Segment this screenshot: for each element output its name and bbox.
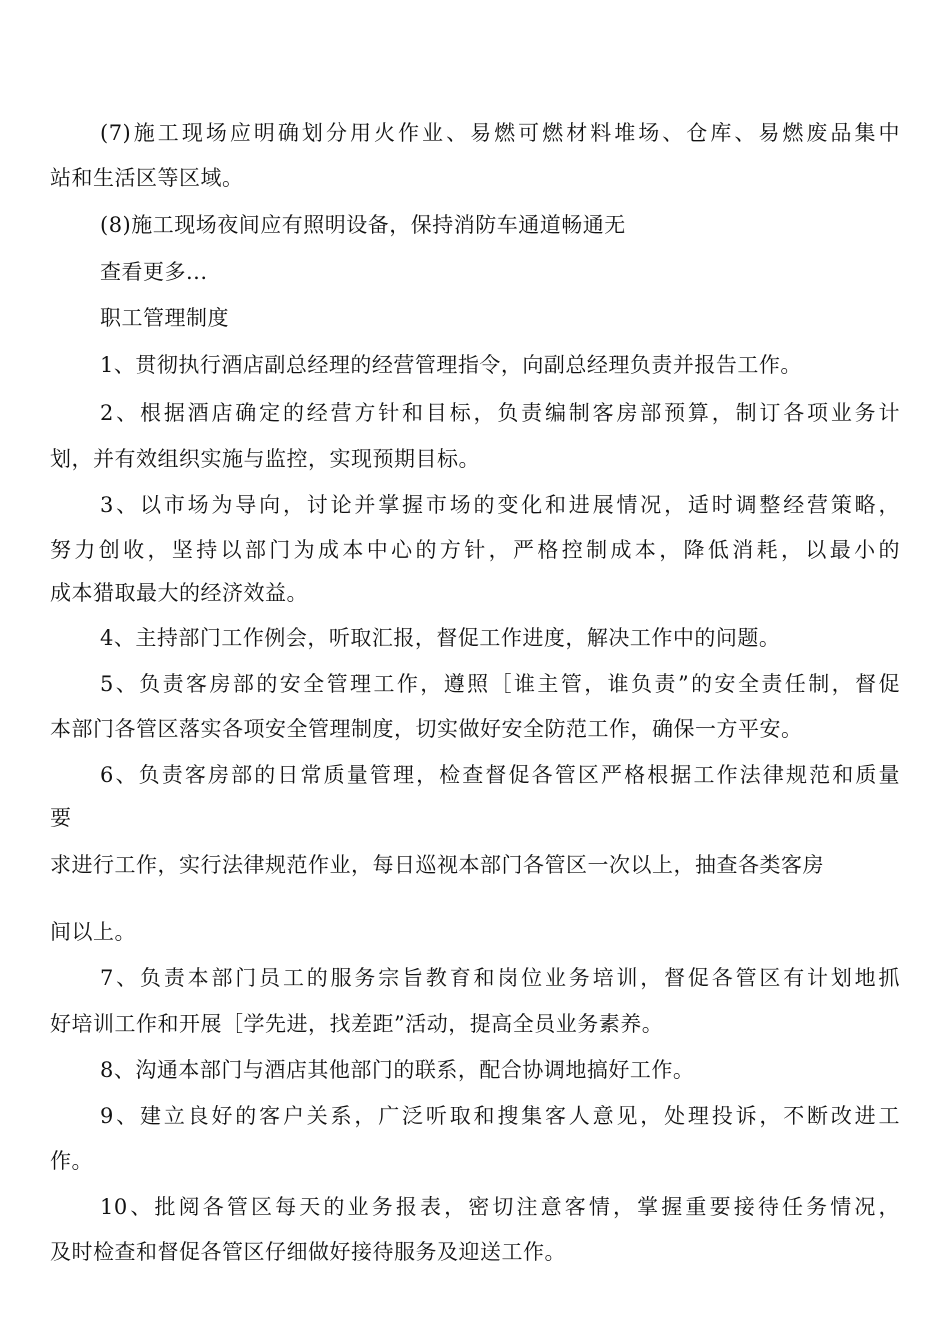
paragraph-line: 划，并有效组织实施与监控，实现预期目标。 [50, 447, 480, 471]
paragraph-line: 好培训工作和开展［学先进，找差距”活动，提高全员业务素养。 [50, 1012, 664, 1036]
paragraph-line: 成本猎取最大的经济效益。 [50, 581, 308, 605]
paragraph-line: 1、贯彻执行酒店副总经理的经营管理指令，向副总经理负责并报告工作。 [100, 353, 802, 377]
paragraph-line: 9、建立良好的客户关系，广泛听取和搜集客人意见，处理投诉，不断改进工 [100, 1104, 900, 1128]
paragraph-line: 间以上。 [50, 920, 136, 944]
paragraph-line: 4、主持部门工作例会，听取汇报，督促工作进度，解决工作中的问题。 [100, 626, 781, 650]
paragraph-line: (7)施工现场应明确划分用火作业、易燃可燃材料堆场、仓库、易燃废品集中 [100, 121, 900, 145]
view-more-link[interactable]: 查看更多... [100, 260, 208, 284]
paragraph-line: 6、负责客房部的日常质量管理，检查督促各管区严格根据工作法律规范和质量 [100, 763, 900, 787]
paragraph-line: 10、批阅各管区每天的业务报表，密切注意客情，掌握重要接待任务情况， [100, 1195, 900, 1219]
paragraph-line: 本部门各管区落实各项安全管理制度，切实做好安全防范工作，确保一方平安。 [50, 717, 803, 741]
paragraph-line: 3、以市场为导向，讨论并掌握市场的变化和进展情况，适时调整经营策略， [100, 493, 900, 517]
paragraph-line: 8、沟通本部门与酒店其他部门的联系，配合协调地搞好工作。 [100, 1058, 695, 1082]
paragraph-line: (8)施工现场夜间应有照明设备，保持消防车通道畅通无 [100, 213, 626, 237]
paragraph-line: 及时检查和督促各管区仔细做好接待服务及迎送工作。 [50, 1240, 566, 1264]
paragraph-line: 求进行工作，实行法律规范作业，每日巡视本部门各管区一次以上，抽查各类客房 [50, 853, 824, 877]
paragraph-line: 2、根据酒店确定的经营方针和目标，负责编制客房部预算，制订各项业务计 [100, 401, 900, 425]
paragraph-line: 努力创收，坚持以部门为成本中心的方针，严格控制成本，降低消耗，以最小的 [50, 538, 900, 562]
paragraph-line: 作。 [50, 1149, 93, 1173]
paragraph-line: 7、负责本部门员工的服务宗旨教育和岗位业务培训，督促各管区有计划地抓 [100, 966, 900, 990]
paragraph-line: 站和生活区等区域。 [50, 166, 244, 190]
section-title: 职工管理制度 [100, 306, 229, 330]
paragraph-line: 要 [50, 806, 72, 830]
paragraph-line: 5、负责客房部的安全管理工作，遵照［谁主管，谁负责”的安全责任制，督促 [100, 672, 900, 696]
